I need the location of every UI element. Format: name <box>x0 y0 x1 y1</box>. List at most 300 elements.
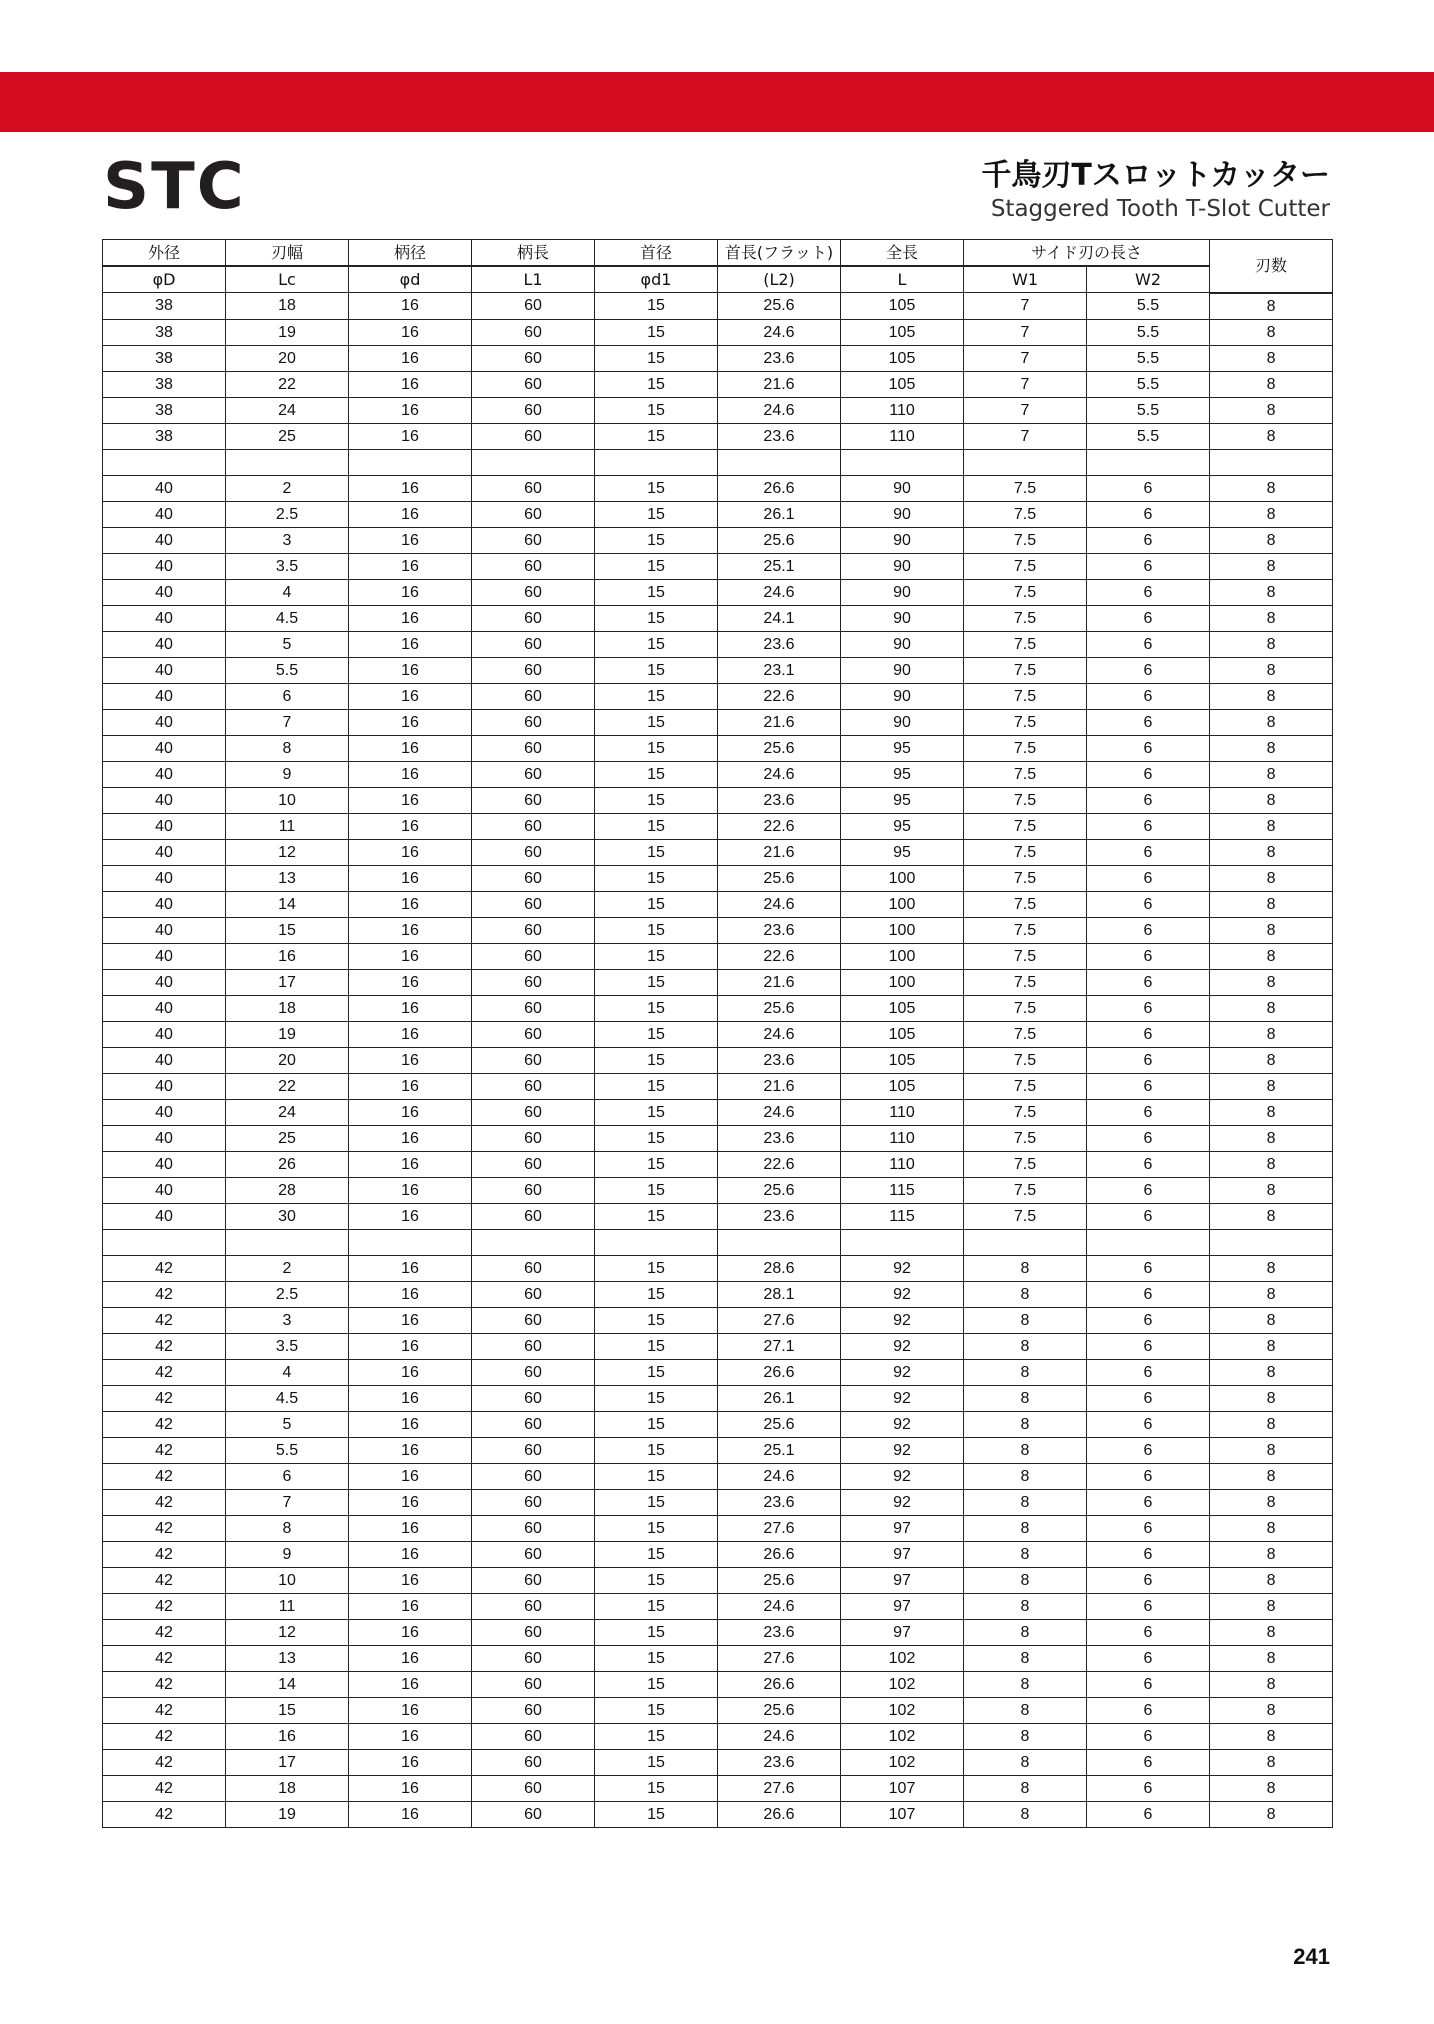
table-cell: 15 <box>595 1541 718 1567</box>
table-cell: 7.5 <box>964 501 1087 527</box>
table-cell: 15 <box>595 319 718 345</box>
table-cell: 15 <box>595 345 718 371</box>
header-symbol-cell: L1 <box>472 266 595 293</box>
table-cell: 60 <box>472 423 595 449</box>
table-cell: 7 <box>964 345 1087 371</box>
table-cell: 102 <box>841 1645 964 1671</box>
table-cell: 40 <box>103 1203 226 1229</box>
table-cell: 60 <box>472 1281 595 1307</box>
table-cell: 8 <box>1210 1125 1333 1151</box>
table-cell: 5.5 <box>1087 319 1210 345</box>
header-cell-neck-length: 首長(フラット) <box>718 240 841 267</box>
table-cell: 60 <box>472 579 595 605</box>
table-cell: 110 <box>841 1099 964 1125</box>
table-cell: 2 <box>226 475 349 501</box>
table-row <box>103 345 1333 371</box>
table-cell: 28 <box>226 1177 349 1203</box>
header-symbol-cell: Lc <box>226 266 349 293</box>
table-cell: 25.6 <box>718 995 841 1021</box>
table-cell: 60 <box>472 1359 595 1385</box>
table-cell: 6 <box>1087 1463 1210 1489</box>
table-cell: 97 <box>841 1515 964 1541</box>
table-cell: 8 <box>1210 1411 1333 1437</box>
table-cell: 60 <box>472 1307 595 1333</box>
table-cell: 25.1 <box>718 553 841 579</box>
table-cell: 16 <box>349 1333 472 1359</box>
table-cell: 16 <box>349 1775 472 1801</box>
table-cell: 5 <box>226 1411 349 1437</box>
table-cell: 7.5 <box>964 527 1087 553</box>
table-cell: 24 <box>226 397 349 423</box>
table-cell: 60 <box>472 813 595 839</box>
table-cell: 24.6 <box>718 397 841 423</box>
table-cell: 21.6 <box>718 709 841 735</box>
table-cell: 16 <box>349 709 472 735</box>
table-cell: 8 <box>1210 1437 1333 1463</box>
table-cell: 21.6 <box>718 969 841 995</box>
table-cell: 8 <box>1210 1255 1333 1281</box>
table-cell: 8 <box>964 1463 1087 1489</box>
table-cell: 15 <box>595 683 718 709</box>
table-cell: 15 <box>595 1281 718 1307</box>
table-cell: 16 <box>349 1073 472 1099</box>
table-cell: 8 <box>1210 423 1333 449</box>
table-cell <box>226 1229 349 1255</box>
table-row <box>103 631 1333 657</box>
table-cell: 15 <box>595 1307 718 1333</box>
table-cell: 15 <box>595 527 718 553</box>
table-cell: 15 <box>595 631 718 657</box>
table-cell: 8 <box>1210 631 1333 657</box>
table-cell <box>1210 1229 1333 1255</box>
table-cell: 16 <box>349 1541 472 1567</box>
table-cell: 60 <box>472 527 595 553</box>
table-cell: 15 <box>595 1671 718 1697</box>
table-cell: 40 <box>103 605 226 631</box>
table-row <box>103 1515 1333 1541</box>
table-cell: 15 <box>595 1255 718 1281</box>
table-cell: 3 <box>226 1307 349 1333</box>
table-cell: 8 <box>1210 917 1333 943</box>
table-cell: 60 <box>472 1073 595 1099</box>
table-cell: 8 <box>964 1385 1087 1411</box>
table-cell: 12 <box>226 839 349 865</box>
table-cell: 7.5 <box>964 1099 1087 1125</box>
table-cell: 60 <box>472 1723 595 1749</box>
table-cell: 25.6 <box>718 735 841 761</box>
table-cell: 8 <box>964 1801 1087 1827</box>
table-cell: 16 <box>349 1411 472 1437</box>
table-cell: 8 <box>1210 371 1333 397</box>
table-cell: 8 <box>964 1749 1087 1775</box>
table-cell: 115 <box>841 1203 964 1229</box>
table-cell: 6 <box>1087 527 1210 553</box>
table-cell: 16 <box>349 813 472 839</box>
table-cell: 8 <box>1210 1307 1333 1333</box>
table-cell: 90 <box>841 553 964 579</box>
table-cell: 8 <box>1210 605 1333 631</box>
table-row <box>103 371 1333 397</box>
table-cell: 6 <box>1087 969 1210 995</box>
table-cell: 100 <box>841 865 964 891</box>
table-cell: 15 <box>595 1697 718 1723</box>
table-cell: 8 <box>964 1645 1087 1671</box>
table-cell: 24.6 <box>718 891 841 917</box>
table-cell: 40 <box>103 865 226 891</box>
table-cell: 16 <box>349 579 472 605</box>
table-cell: 22.6 <box>718 813 841 839</box>
table-cell: 6 <box>1087 891 1210 917</box>
table-cell: 7.5 <box>964 657 1087 683</box>
table-cell: 7.5 <box>964 631 1087 657</box>
table-cell <box>349 1229 472 1255</box>
table-cell: 2 <box>226 1255 349 1281</box>
table-cell: 6 <box>1087 1333 1210 1359</box>
table-cell: 60 <box>472 1801 595 1827</box>
table-cell: 15 <box>595 371 718 397</box>
table-cell: 8 <box>1210 761 1333 787</box>
table-cell <box>103 1229 226 1255</box>
table-cell: 95 <box>841 813 964 839</box>
table-cell: 6 <box>1087 1151 1210 1177</box>
table-cell: 16 <box>349 371 472 397</box>
table-cell: 15 <box>595 1749 718 1775</box>
table-cell: 40 <box>103 657 226 683</box>
table-cell: 6 <box>1087 1359 1210 1385</box>
table-row <box>103 1775 1333 1801</box>
table-cell: 16 <box>349 1203 472 1229</box>
table-cell <box>226 449 349 475</box>
header-cell-blade-width: 刃幅 <box>226 240 349 267</box>
spec-table <box>102 239 1333 1828</box>
table-cell: 105 <box>841 345 964 371</box>
table-cell: 38 <box>103 319 226 345</box>
table-cell <box>472 449 595 475</box>
table-row <box>103 501 1333 527</box>
table-cell: 105 <box>841 1021 964 1047</box>
table-cell: 5.5 <box>1087 371 1210 397</box>
table-cell: 60 <box>472 1619 595 1645</box>
table-cell: 60 <box>472 761 595 787</box>
table-cell: 90 <box>841 475 964 501</box>
table-cell: 8 <box>1210 1385 1333 1411</box>
table-row <box>103 709 1333 735</box>
table-cell: 8 <box>964 1567 1087 1593</box>
table-cell: 42 <box>103 1255 226 1281</box>
table-cell: 7.5 <box>964 891 1087 917</box>
table-cell: 60 <box>472 1333 595 1359</box>
table-cell: 60 <box>472 1099 595 1125</box>
table-cell: 24.6 <box>718 319 841 345</box>
table-cell: 42 <box>103 1333 226 1359</box>
page-number: 241 <box>1293 1944 1330 1969</box>
table-cell: 15 <box>595 1203 718 1229</box>
table-cell: 40 <box>103 735 226 761</box>
table-cell: 100 <box>841 891 964 917</box>
table-cell: 5.5 <box>1087 397 1210 423</box>
table-row <box>103 553 1333 579</box>
table-cell: 15 <box>595 657 718 683</box>
table-cell: 60 <box>472 943 595 969</box>
table-cell: 8 <box>1210 1645 1333 1671</box>
table-cell: 27.6 <box>718 1515 841 1541</box>
table-cell: 40 <box>103 1151 226 1177</box>
table-cell: 24.6 <box>718 1463 841 1489</box>
table-cell: 15 <box>595 1515 718 1541</box>
table-cell: 5.5 <box>226 657 349 683</box>
table-cell: 30 <box>226 1203 349 1229</box>
table-cell: 105 <box>841 1073 964 1099</box>
table-cell: 16 <box>349 735 472 761</box>
table-cell: 8 <box>964 1489 1087 1515</box>
table-cell: 15 <box>595 423 718 449</box>
table-cell <box>718 449 841 475</box>
table-cell: 6 <box>1087 1125 1210 1151</box>
table-cell: 8 <box>964 1593 1087 1619</box>
table-cell: 7.5 <box>964 683 1087 709</box>
table-cell: 100 <box>841 917 964 943</box>
table-cell: 8 <box>1210 1047 1333 1073</box>
table-cell: 110 <box>841 1125 964 1151</box>
table-header-row <box>103 240 1333 267</box>
table-cell: 14 <box>226 891 349 917</box>
table-cell: 15 <box>595 397 718 423</box>
table-cell: 16 <box>226 943 349 969</box>
table-cell: 25.6 <box>718 293 841 320</box>
table-row <box>103 1489 1333 1515</box>
table-cell: 110 <box>841 423 964 449</box>
table-cell: 19 <box>226 1021 349 1047</box>
table-cell: 7 <box>964 319 1087 345</box>
table-cell: 8 <box>1210 1775 1333 1801</box>
table-cell: 7.5 <box>964 579 1087 605</box>
table-cell: 60 <box>472 1047 595 1073</box>
table-cell: 24.6 <box>718 1723 841 1749</box>
table-cell: 15 <box>595 1385 718 1411</box>
table-cell: 8 <box>1210 501 1333 527</box>
table-cell: 16 <box>349 397 472 423</box>
table-cell: 6 <box>1087 579 1210 605</box>
table-cell: 25.6 <box>718 1177 841 1203</box>
table-cell: 8 <box>1210 1177 1333 1203</box>
table-row <box>103 293 1333 320</box>
table-cell: 16 <box>349 553 472 579</box>
table-cell: 22 <box>226 371 349 397</box>
table-cell: 8 <box>1210 475 1333 501</box>
table-cell: 6 <box>1087 683 1210 709</box>
table-cell <box>1210 449 1333 475</box>
table-row <box>103 1671 1333 1697</box>
table-cell: 26.1 <box>718 1385 841 1411</box>
table-cell: 8 <box>1210 1281 1333 1307</box>
table-cell: 7.5 <box>964 813 1087 839</box>
table-cell: 24 <box>226 1099 349 1125</box>
header-symbol-cell: W1 <box>964 266 1087 293</box>
table-cell: 23.6 <box>718 1749 841 1775</box>
table-cell: 7.5 <box>964 761 1087 787</box>
table-cell: 16 <box>349 1749 472 1775</box>
table-cell: 15 <box>595 1567 718 1593</box>
table-body <box>103 240 1333 1828</box>
table-cell: 8 <box>1210 1749 1333 1775</box>
table-cell: 24.1 <box>718 605 841 631</box>
table-cell: 15 <box>595 709 718 735</box>
table-cell: 7.5 <box>964 475 1087 501</box>
table-cell: 40 <box>103 787 226 813</box>
table-cell: 28.1 <box>718 1281 841 1307</box>
table-cell: 15 <box>595 995 718 1021</box>
table-cell: 95 <box>841 787 964 813</box>
table-cell: 42 <box>103 1749 226 1775</box>
table-cell: 8 <box>1210 787 1333 813</box>
table-cell: 7 <box>226 709 349 735</box>
table-cell: 42 <box>103 1307 226 1333</box>
table-cell: 15 <box>595 1645 718 1671</box>
table-cell: 6 <box>1087 1021 1210 1047</box>
table-cell: 60 <box>472 1463 595 1489</box>
table-cell: 100 <box>841 943 964 969</box>
table-cell: 5.5 <box>1087 345 1210 371</box>
table-cell: 92 <box>841 1489 964 1515</box>
table-row <box>103 683 1333 709</box>
table-row <box>103 1385 1333 1411</box>
table-cell: 13 <box>226 1645 349 1671</box>
table-cell: 8 <box>964 1359 1087 1385</box>
table-cell: 26 <box>226 1151 349 1177</box>
table-cell: 42 <box>103 1671 226 1697</box>
table-cell: 6 <box>1087 995 1210 1021</box>
table-cell: 26.6 <box>718 1671 841 1697</box>
table-cell: 42 <box>103 1411 226 1437</box>
table-cell: 15 <box>595 1411 718 1437</box>
table-cell: 15 <box>595 605 718 631</box>
table-cell: 8 <box>1210 995 1333 1021</box>
table-cell <box>1087 449 1210 475</box>
table-cell: 8 <box>1210 1619 1333 1645</box>
table-cell: 40 <box>103 761 226 787</box>
header-symbol-cell: φD <box>103 266 226 293</box>
table-row <box>103 1619 1333 1645</box>
table-cell: 15 <box>595 1437 718 1463</box>
table-cell: 6 <box>1087 1619 1210 1645</box>
header-symbol-cell: (L2) <box>718 266 841 293</box>
table-row <box>103 1307 1333 1333</box>
table-cell: 22 <box>226 1073 349 1099</box>
table-cell: 92 <box>841 1281 964 1307</box>
table-cell: 60 <box>472 1671 595 1697</box>
table-cell <box>964 449 1087 475</box>
table-cell: 60 <box>472 553 595 579</box>
table-cell: 16 <box>349 631 472 657</box>
table-cell <box>472 1229 595 1255</box>
table-cell: 6 <box>1087 1801 1210 1827</box>
table-cell: 6 <box>226 1463 349 1489</box>
table-cell: 15 <box>595 1047 718 1073</box>
table-row <box>103 1567 1333 1593</box>
table-row <box>103 1151 1333 1177</box>
table-cell: 21.6 <box>718 839 841 865</box>
table-cell: 8 <box>1210 1801 1333 1827</box>
table-cell: 8 <box>964 1619 1087 1645</box>
table-cell: 26.6 <box>718 1801 841 1827</box>
table-cell: 7.5 <box>964 1047 1087 1073</box>
table-cell: 8 <box>1210 1463 1333 1489</box>
table-cell: 15 <box>595 501 718 527</box>
table-cell: 16 <box>349 1125 472 1151</box>
table-row <box>103 397 1333 423</box>
table-cell <box>349 449 472 475</box>
page-title-english: Staggered Tooth T-Slot Cutter <box>990 196 1330 222</box>
table-cell: 15 <box>595 1099 718 1125</box>
table-cell: 92 <box>841 1333 964 1359</box>
table-cell: 2.5 <box>226 501 349 527</box>
table-cell: 8 <box>1210 527 1333 553</box>
table-cell: 15 <box>595 475 718 501</box>
table-cell: 24.6 <box>718 579 841 605</box>
table-cell: 60 <box>472 345 595 371</box>
table-cell: 8 <box>1210 735 1333 761</box>
table-cell: 90 <box>841 501 964 527</box>
table-cell: 7.5 <box>964 735 1087 761</box>
table-cell: 6 <box>1087 709 1210 735</box>
table-cell: 16 <box>349 1099 472 1125</box>
header-cell-overall-length: 全長 <box>841 240 964 267</box>
header-red-band <box>0 72 1434 132</box>
table-cell: 16 <box>349 1671 472 1697</box>
table-cell: 8 <box>1210 397 1333 423</box>
table-cell: 6 <box>1087 1749 1210 1775</box>
table-cell: 6 <box>1087 1671 1210 1697</box>
table-cell: 40 <box>103 475 226 501</box>
table-cell: 8 <box>1210 1151 1333 1177</box>
table-cell: 11 <box>226 1593 349 1619</box>
table-cell: 5.5 <box>1087 293 1210 320</box>
table-cell: 7.5 <box>964 1151 1087 1177</box>
table-cell: 15 <box>595 1619 718 1645</box>
table-cell: 5.5 <box>1087 423 1210 449</box>
table-cell: 95 <box>841 735 964 761</box>
table-cell: 3.5 <box>226 553 349 579</box>
table-cell: 26.6 <box>718 1359 841 1385</box>
table-cell: 16 <box>349 1697 472 1723</box>
table-cell: 60 <box>472 1255 595 1281</box>
table-cell: 4 <box>226 579 349 605</box>
table-cell: 115 <box>841 1177 964 1203</box>
table-cell: 8 <box>1210 1489 1333 1515</box>
table-cell: 15 <box>595 1593 718 1619</box>
table-cell: 16 <box>349 293 472 320</box>
table-cell: 97 <box>841 1593 964 1619</box>
table-cell: 6 <box>1087 839 1210 865</box>
table-cell: 40 <box>103 1021 226 1047</box>
table-cell: 24.6 <box>718 761 841 787</box>
table-cell: 23.1 <box>718 657 841 683</box>
table-cell: 9 <box>226 1541 349 1567</box>
table-cell: 60 <box>472 319 595 345</box>
table-cell <box>595 449 718 475</box>
table-cell: 40 <box>103 813 226 839</box>
table-cell: 16 <box>349 1515 472 1541</box>
header-cell-neck-diameter: 首径 <box>595 240 718 267</box>
header-cell-flute-count: 刃数 <box>1210 240 1333 293</box>
table-cell: 16 <box>349 969 472 995</box>
table-cell: 60 <box>472 1151 595 1177</box>
table-cell: 60 <box>472 397 595 423</box>
table-cell: 60 <box>472 371 595 397</box>
table-cell: 42 <box>103 1775 226 1801</box>
table-row <box>103 761 1333 787</box>
table-cell: 11 <box>226 813 349 839</box>
